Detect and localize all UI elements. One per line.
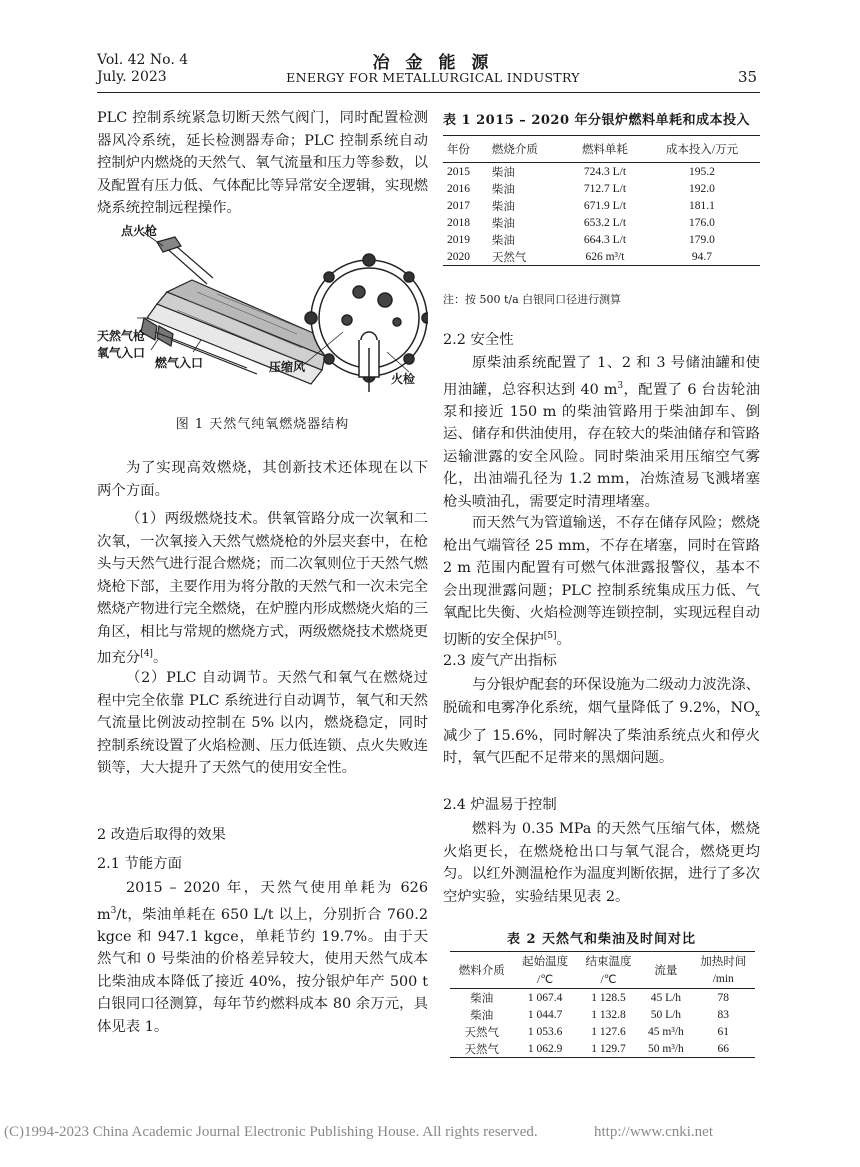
- t2-unit-end: /℃: [600, 974, 617, 986]
- paragraph-7: 与分银炉配套的环保设施为二级动力波洗涤、脱硫和电雾净化系统，烟气量降低了 9.2%，$NO_x$ 减少了 15.6%，同时解决了柴油系统点火和停火时，氧气匹配不足带来的黑烟问题。: [443, 677, 760, 767]
- page-number: 35: [738, 68, 758, 86]
- figure-1-caption: 图 1 天然气纯氧燃烧器结构: [175, 417, 350, 432]
- figure-1: [97, 222, 428, 397]
- footer-copyright: (C)1994-2023 China Academic Journal Electronic Publishing House. All rights reserved.: [4, 1124, 538, 1140]
- table-row: 天然气 1 062.9 1 129.7 50 m³/h 66: [464, 1042, 730, 1056]
- journal-date: July. 2023: [97, 69, 167, 85]
- t2-header-heating-time: 加热时间: [700, 956, 747, 968]
- label-gas-gun: 天然气枪: [97, 329, 146, 343]
- section-2-1-heading: 2.1 节能方面: [97, 856, 183, 872]
- table-row: 2017 柴油 671.9 L/t 181.1: [447, 199, 715, 213]
- t2-header-end-temp: 结束温度: [585, 956, 632, 968]
- section-2-2-heading: 2.2 安全性: [443, 332, 514, 348]
- table-1: [443, 135, 760, 266]
- t2-unit-start: /℃: [537, 974, 554, 986]
- paragraph-8: 燃料为 0.35 MPa 的天然气压缩气体，燃烧火焰更长，在燃烧枪出口与氧气混合，燃烧更均匀。以红外测温枪作为温度判断依据，进行了多次空炉实验，实验结果见表 2。: [443, 821, 760, 905]
- paragraph-3: （2）PLC 自动调节。天然气和氧气在燃烧过程中完全依靠 PLC 系统进行自动调节，氧气和天然气流量比例波动控制在 5% 以内，燃烧稳定，同时控制系统设置了火焰检测、压力低连锁、点火失败连锁等，大大提升了天然气的使用安全性。: [97, 670, 428, 776]
- t2-header-medium: 燃料介质: [450, 952, 513, 989]
- t2-header-start-temp: 起始温度: [522, 956, 569, 968]
- paragraph-1: 为了实现高效燃烧，其创新技术还体现在以下两个方面。: [97, 460, 428, 499]
- t2-header-flow: 流量: [640, 952, 691, 989]
- table-row: 2019 柴油 664.3 L/t 179.0: [447, 233, 715, 247]
- t1-header-medium: 燃烧介质: [491, 144, 538, 156]
- footer-url[interactable]: http://www.cnki.net: [594, 1124, 714, 1140]
- t1-header-cost: 成本投入/万元: [665, 144, 739, 156]
- journal-volume: Vol. 42 No. 4: [97, 52, 189, 68]
- section-2-4-heading: 2.4 炉温易于控制: [443, 797, 557, 813]
- paragraph-5: 原柴油系统配置了 1、2 和 3 号储油罐和使用油罐，总容积达到 40 $m^3$，配置了 6 台齿轮油泵和接近 150 m 的柴油管路用于柴油卸车、倒运、储存和供油使用，存在较大的柴油储存和管路运输泄露的安全风险。同时柴油采用压缩空气雾化，出油端孔径为 1.2 mm，冶炼渣易飞溅堵塞枪头喷油孔，需要定时清理堵塞。: [443, 355, 761, 510]
- journal-name-en: ENERGY FOR METALLURGICAL INDUSTRY: [286, 70, 580, 85]
- label-oxygen-inlet: 氧气入口: [97, 346, 146, 360]
- table-1-note: 注：按 500 t/a 白银同口径进行测算: [443, 293, 622, 306]
- t1-header-consumption: 燃料单耗: [581, 144, 628, 156]
- t2-unit-time: /min: [712, 973, 734, 985]
- t1-header-year: 年份: [447, 144, 470, 156]
- label-fuel-inlet: 燃气入口: [155, 356, 204, 370]
- label-compressed-air: 压缩风: [269, 360, 306, 374]
- ref-5: [5]: [543, 630, 557, 641]
- burner-structure-drawing: [97, 222, 428, 397]
- table-row: 2015 柴油 724.3 L/t 195.2: [447, 165, 715, 179]
- table-row: 柴油 1 044.7 1 132.8 50 L/h 83: [470, 1008, 730, 1022]
- ref-4: [4]: [140, 649, 153, 659]
- table-row: 2020 天然气 626 m³/t 94.7: [447, 250, 713, 264]
- table-row: 天然气 1 053.6 1 127.6 45 m³/h 61: [464, 1025, 730, 1039]
- paragraph-6: 而天然气为管道输送，不存在储存风险；燃烧枪出气端管径 25 mm，不存在堵塞，同时在管路 2 m 范围内配置有可燃气体泄露报警仪，基本不会出现泄露问题；PLC 控制系统集成压力低、气氧配比失衡、火焰检测等连锁控制，实现远程自动切断的安全保护[5]。: [443, 515, 760, 648]
- paragraph-2: （1）两级燃烧技术。供氧管路分成一次氧和二次氧，一次氧接入天然气燃烧枪的外层夹套中，在枪头与天然气进行混合燃烧；而二次氧则位于天然气燃烧枪下部，主要作用为将分散的天然气和一次未完全燃烧产物进行完全燃烧，在炉膛内形成燃烧火焰的三角区，相比与常规的燃烧方式，两级燃烧技术燃烧更加充分[4]。: [97, 511, 428, 666]
- journal-name-cn: 冶 金 能 源: [372, 53, 494, 73]
- label-fire-detector: 火检: [391, 372, 416, 386]
- table-row: 2018 柴油 653.2 L/t 176.0: [447, 216, 715, 230]
- table-row: 2016 柴油 712.7 L/t 192.0: [447, 182, 715, 196]
- paragraph-4: 2015 – 2020 年，天然气使用单耗为 626 $m^3/t$，柴油单耗在 650 L/t 以上，分别折合 760.2 kgce 和 947.1 kgce，单耗节约 19.7%。由于天然气和 0 号柴油的价格差异较大，使用天然气成本比柴油成本降低了接近 40%，按分银炉年产 500 t 白银同口径测算，每年节约燃料成本 80 余万元，具体见表 1。: [97, 880, 428, 1035]
- table-2: [450, 951, 755, 1058]
- label-ignition-gun: 点火枪: [121, 224, 158, 238]
- table-1-title: 表 1 2015 – 2020 年分银炉燃料单耗和成本投入: [443, 113, 751, 128]
- table-2-title: 表 2 天然气和柴油及时间对比: [506, 932, 697, 947]
- section-2-3-heading: 2.3 废气产出指标: [443, 653, 557, 669]
- section-2-heading: 2 改造后取得的效果: [97, 827, 226, 843]
- intro-paragraph: PLC 控制系统紧急切断天然气阀门，同时配置检测器风冷系统，延长检测器寿命；PLC 控制系统自动控制炉内燃烧的天然气、氧气流量和压力等参数，以及配置有压力低、气体配比等异常安全逻辑，实现燃烧系统控制远程操作。: [97, 110, 428, 216]
- table-row: 柴油 1 067.4 1 128.5 45 L/h 78: [470, 991, 730, 1005]
- header-rule: [97, 92, 760, 93]
